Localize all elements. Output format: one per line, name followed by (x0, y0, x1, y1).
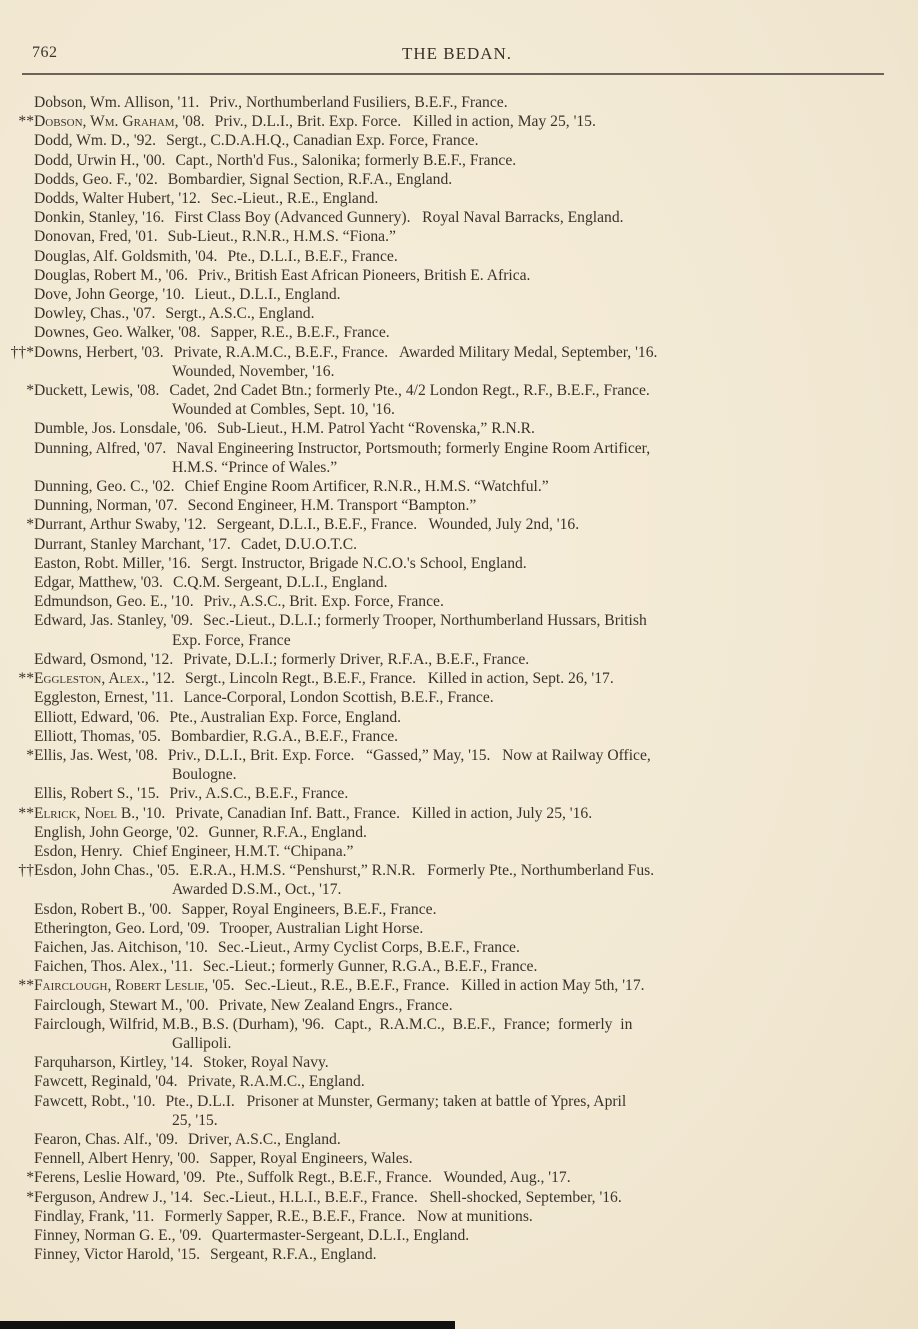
entry-name: Fairclough, Stewart M., '00. (34, 996, 209, 1014)
list-item (0, 592, 918, 611)
entry-service-detail: Sergt. Instructor, Brigade N.C.O.'s School, England. (200, 554, 527, 572)
entry-name: Esdon, Robert B., '00. (34, 900, 172, 918)
entry-service-detail: E.R.A., H.M.S. “Penshurst,” R.N.R. Formerly Pte., Northumberland Fus. (189, 862, 655, 880)
entry-name: Dobson, Wm. Allison, '11. (34, 94, 200, 111)
list-item (0, 669, 918, 688)
entry-service-detail: Cadet, 2nd Cadet Btn.; formerly Pte., 4/2 London Regt., R.F., B.E.F., France. (169, 382, 650, 400)
list-item (0, 938, 918, 957)
honour-marks: ** (18, 977, 34, 995)
entry-service-detail: Trooper, Australian Light Horse. (219, 919, 424, 937)
entry-service-detail: Private, R.A.M.C., B.E.F., France. Awarded Military Medal, September, '16. (173, 343, 658, 361)
honour-marks: * (26, 746, 34, 764)
entry-service-detail: Sapper, Royal Engineers, B.E.F., France. (181, 900, 437, 918)
entry-name: Dowley, Chas., '07. (34, 305, 156, 323)
entry-service-detail: Naval Engineering Instructor, Portsmouth; formerly Engine Room Artificer, (176, 439, 651, 457)
entry-name: Duckett, Lewis, '08. (34, 382, 160, 400)
entry-service-detail: Chief Engineer, H.M.T. “Chipana.” (132, 842, 354, 860)
entry-name: Findlay, Frank, '11. (34, 1207, 155, 1225)
entry-service-detail: Private, New Zealand Engrs., France. (218, 996, 453, 1014)
entry-name: Durrant, Stanley Marchant, '17. (34, 535, 231, 553)
list-item (0, 1092, 918, 1130)
list-item (0, 1226, 918, 1245)
list-item (0, 151, 918, 170)
list-item (0, 1149, 918, 1168)
entry-service-detail: Private, D.L.I.; formerly Driver, R.F.A., B.E.F., France. (183, 650, 530, 668)
entry-name: Ellis, Robert S., '15. (34, 785, 160, 803)
entry-name: Donkin, Stanley, '16. (34, 209, 165, 227)
entry-service-detail: Bombardier, Signal Section, R.F.A., England. (167, 170, 453, 188)
entry-service-detail: Sub-Lieut., R.N.R., H.M.S. “Fiona.” (167, 228, 396, 246)
entry-service-detail: Formerly Sapper, R.E., B.E.F., France. Now at munitions. (164, 1207, 533, 1225)
list-item (0, 304, 918, 323)
entry-name: Elliott, Edward, '06. (34, 708, 160, 726)
entry-name: Fawcett, Reginald, '04. (34, 1073, 178, 1091)
entry-service-detail: Lieut., D.L.I., England. (194, 286, 341, 304)
list-item (0, 746, 918, 784)
list-item (0, 727, 918, 746)
entry-name: Downs, Herbert, '03. (34, 343, 164, 361)
list-item (0, 996, 918, 1015)
entry-name: Dodds, Geo. F., '02. (34, 170, 158, 188)
entry-service-detail: Sec.-Lieut., D.L.I.; formerly Trooper, Northumberland Hussars, British (203, 612, 647, 630)
entry-name: Donovan, Fred, '01. (34, 228, 158, 246)
list-item (0, 247, 918, 266)
entry-name: Dunning, Norman, '07. (34, 497, 178, 515)
entry-name: Easton, Robt. Miller, '16. (34, 554, 191, 572)
entry-name: Faichen, Thos. Alex., '11. (34, 958, 193, 976)
entry-name: Ferens, Leslie Howard, '09. (34, 1169, 206, 1187)
entry-service-detail: Second Engineer, H.M. Transport “Bampton.” (187, 497, 477, 515)
running-title: THE BEDAN. (401, 44, 513, 63)
entry-service-detail: Sergt., Lincoln Regt., B.E.F., France. Killed in action, Sept. 26, '17. (184, 670, 614, 688)
entry-name: Dunning, Geo. C., '02. (34, 478, 175, 496)
entry-name: Esdon, John Chas., '05. (34, 862, 180, 880)
entry-service-detail: Sergeant, D.L.I., B.E.F., France. Wounded, July 2nd, '16. (216, 516, 580, 534)
entry-service-detail: Pte., Suffolk Regt., B.E.F., France. Wounded, Aug., '17. (215, 1169, 571, 1187)
entry-service-detail: Sapper, Royal Engineers, Wales. (209, 1150, 413, 1168)
entry-name: Dodd, Urwin H., '00. (34, 151, 166, 169)
list-item (0, 381, 918, 419)
entry-continuation: Gallipoli. (172, 1034, 232, 1052)
entry-service-detail: Pte., Australian Exp. Force, England. (169, 708, 402, 726)
list-item (0, 131, 918, 150)
entry-name: English, John George, '02. (34, 823, 199, 841)
entry-service-detail: Chief Engine Room Artificer, R.N.R., H.M.S. “Watchful.” (184, 478, 549, 496)
entry-name: Fearon, Chas. Alf., '09. (34, 1130, 179, 1148)
entry-service-detail: Quartermaster-Sergeant, D.L.I., England. (211, 1226, 470, 1244)
list-item (0, 496, 918, 515)
entry-service-detail: Pte., D.L.I., B.E.F., France. (227, 247, 398, 265)
entry-service-detail: Capt., North'd Fus., Salonika; formerly B.E.F., France. (175, 151, 517, 169)
honour-marks: * (26, 382, 34, 400)
entry-service-detail: Sapper, R.E., B.E.F., France. (210, 324, 390, 342)
entry-service-detail: Driver, A.S.C., England. (188, 1130, 341, 1148)
entry-continuation: Boulogne. (172, 766, 237, 784)
list-item (0, 842, 918, 861)
list-item (0, 227, 918, 246)
list-item (0, 688, 918, 707)
entry-service-detail: Private, R.A.M.C., England. (187, 1073, 365, 1091)
entry-service-detail: Cadet, D.U.O.T.C. (240, 535, 358, 553)
entry-name: Durrant, Arthur Swaby, '12. (34, 516, 207, 534)
list-item (0, 919, 918, 938)
entry-service-detail: C.Q.M. Sergeant, D.L.I., England. (172, 574, 388, 592)
entry-name: Douglas, Alf. Goldsmith, '04. (34, 247, 218, 265)
list-item (0, 900, 918, 919)
entry-name: Dodd, Wm. D., '92. (34, 132, 157, 150)
entry-service-detail: Sec.-Lieut., Army Cyclist Corps, B.E.F., France. (217, 938, 520, 956)
entry-name: Dove, John George, '10. (34, 286, 185, 304)
entry-service-detail: Sec.-Lieut.; formerly Gunner, R.G.A., B.E.F., France. (202, 958, 538, 976)
list-item (0, 554, 918, 573)
entry-name: Dobson, Wm. Graham, '08. (34, 113, 205, 131)
entry-service-detail: Sergt., C.D.A.H.Q., Canadian Exp. Force, France. (166, 132, 479, 150)
header-rule (22, 73, 884, 75)
honour-marks: ** (18, 670, 34, 688)
list-item (0, 1072, 918, 1091)
list-item (0, 1130, 918, 1149)
list-item (0, 477, 918, 496)
list-item (0, 93, 918, 112)
list-item (0, 343, 918, 381)
entry-service-detail: Gunner, R.F.A., England. (208, 823, 367, 841)
list-item (0, 823, 918, 842)
entry-name: Edward, Osmond, '12. (34, 650, 174, 668)
entry-service-detail: Sec.-Lieut., H.L.I., B.E.F., France. Shell-shocked, September, '16. (202, 1188, 622, 1206)
entry-name: Elliott, Thomas, '05. (34, 727, 161, 745)
honour-marks: * (26, 1188, 34, 1206)
entry-service-detail: Pte., D.L.I. Prisoner at Munster, Germany; taken at battle of Ypres, April (165, 1092, 627, 1110)
entry-name: Finney, Victor Harold, '15. (34, 1246, 201, 1264)
entry-name: Etherington, Geo. Lord, '09. (34, 919, 210, 937)
entry-service-detail: Priv., British East African Pioneers, British E. Africa. (197, 266, 531, 284)
entry-service-detail: Priv., A.S.C., B.E.F., France. (169, 785, 349, 803)
entry-name: Eggleston, Alex., '12. (34, 670, 175, 688)
list-item (0, 861, 918, 899)
honour-marks: ** (18, 113, 34, 131)
list-item (0, 323, 918, 342)
entry-service-detail: Private, Canadian Inf. Batt., France. Killed in action, July 25, '16. (175, 804, 593, 822)
list-item (0, 1053, 918, 1072)
running-head (32, 44, 882, 68)
list-item (0, 112, 918, 131)
scan-edge-shadow (0, 1321, 455, 1329)
honour-marks: * (26, 516, 34, 534)
page-number: 762 (32, 44, 58, 61)
list-item (0, 535, 918, 554)
entry-service-detail: Priv., A.S.C., Brit. Exp. Force, France. (203, 593, 444, 611)
entry-name: Eggleston, Ernest, '11. (34, 689, 174, 707)
list-item (0, 804, 918, 823)
entry-continuation: Wounded, November, '16. (172, 362, 335, 380)
entry-continuation: Wounded at Combles, Sept. 10, '16. (172, 401, 395, 419)
entry-service-detail: Sub-Lieut., H.M. Patrol Yacht “Rovenska,” R.N.R. (217, 420, 535, 438)
entry-name: Edgar, Matthew, '03. (34, 574, 163, 592)
entry-name: Farquharson, Kirtley, '14. (34, 1054, 194, 1072)
entry-service-detail: First Class Boy (Advanced Gunnery). Royal Naval Barracks, England. (174, 209, 624, 227)
entry-service-detail: Sergeant, R.F.A., England. (210, 1246, 377, 1264)
entry-name: Fawcett, Robt., '10. (34, 1092, 156, 1110)
entry-name: Esdon, Henry. (34, 842, 123, 860)
entry-name: Edward, Jas. Stanley, '09. (34, 612, 194, 630)
entry-name: Fairclough, Wilfrid, M.B., B.S. (Durham), '96. (34, 1015, 325, 1033)
list-item (0, 957, 918, 976)
list-item (0, 170, 918, 189)
entry-service-detail: Priv., D.L.I., Brit. Exp. Force. “Gassed,” May, '15. Now at Railway Office, (167, 746, 651, 764)
list-item (0, 285, 918, 304)
entry-name: Dodds, Walter Hubert, '12. (34, 190, 201, 208)
roll-of-service-list (0, 93, 918, 1264)
list-item (0, 784, 918, 803)
list-item (0, 189, 918, 208)
honour-marks: †† (18, 862, 34, 880)
list-item (0, 1245, 918, 1264)
entry-name: Ellis, Jas. West, '08. (34, 746, 158, 764)
list-item (0, 1188, 918, 1207)
honour-marks: ††* (10, 343, 34, 361)
entry-service-detail: Priv., Northumberland Fusiliers, B.E.F., France. (209, 94, 508, 111)
entry-continuation: Exp. Force, France (172, 631, 291, 649)
entry-continuation: Awarded D.S.M., Oct., '17. (172, 881, 342, 899)
entry-service-detail: Lance-Corporal, London Scottish, B.E.F., France. (183, 689, 494, 707)
entry-name: Fennell, Albert Henry, '00. (34, 1150, 200, 1168)
list-item (0, 573, 918, 592)
entry-name: Elrick, Noel B., '10. (34, 804, 166, 822)
list-item (0, 708, 918, 727)
entry-name: Edmundson, Geo. E., '10. (34, 593, 194, 611)
list-item (0, 1207, 918, 1226)
honour-marks: ** (18, 804, 34, 822)
entry-name: Faichen, Jas. Aitchison, '10. (34, 938, 208, 956)
list-item (0, 208, 918, 227)
entry-service-detail: Priv., D.L.I., Brit. Exp. Force. Killed in action, May 25, '15. (214, 113, 596, 131)
entry-service-detail: Sec.-Lieut., R.E., England. (210, 190, 379, 208)
list-item (0, 439, 918, 477)
honour-marks: * (26, 1169, 34, 1187)
list-item (0, 976, 918, 995)
list-item (0, 1015, 918, 1053)
entry-service-detail: Capt., R.A.M.C., B.E.F., France; formerly in (334, 1015, 633, 1033)
list-item (0, 419, 918, 438)
entry-service-detail: Sergt., A.S.C., England. (165, 305, 315, 323)
entry-continuation: H.M.S. “Prince of Wales.” (172, 458, 338, 476)
list-item (0, 266, 918, 285)
entry-continuation: 25, '15. (172, 1111, 218, 1129)
entry-service-detail: Sec.-Lieut., R.E., B.E.F., France. Killed in action May 5th, '17. (244, 977, 645, 995)
entry-name: Downes, Geo. Walker, '08. (34, 324, 201, 342)
entry-name: Finney, Norman G. E., '09. (34, 1226, 202, 1244)
entry-name: Dumble, Jos. Lonsdale, '06. (34, 420, 208, 438)
list-item (0, 1168, 918, 1187)
list-item (0, 611, 918, 649)
list-item (0, 650, 918, 669)
entry-name: Dunning, Alfred, '07. (34, 439, 167, 457)
list-item (0, 515, 918, 534)
entry-service-detail: Bombardier, R.G.A., B.E.F., France. (170, 727, 399, 745)
entry-name: Fairclough, Robert Leslie, '05. (34, 977, 235, 995)
entry-service-detail: Stoker, Royal Navy. (203, 1054, 329, 1072)
entry-name: Douglas, Robert M., '06. (34, 266, 188, 284)
entry-name: Ferguson, Andrew J., '14. (34, 1188, 193, 1206)
